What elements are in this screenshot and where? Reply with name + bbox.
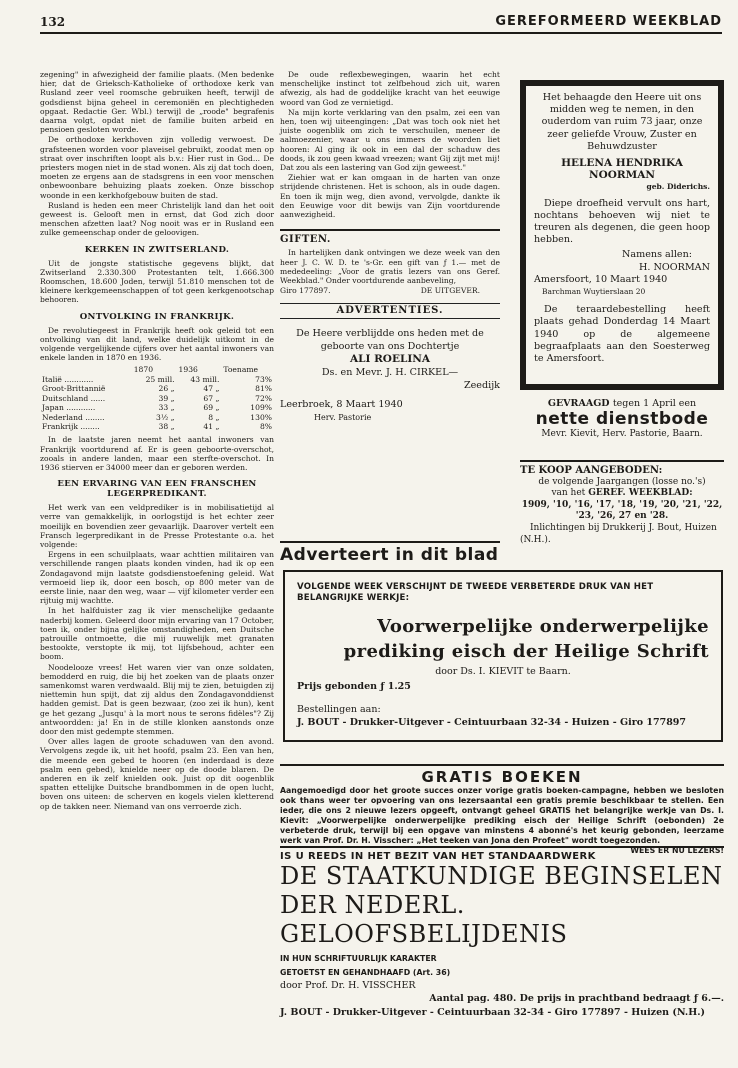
wanted-ad bbox=[520, 398, 724, 439]
table-header: 1936 bbox=[178, 365, 198, 375]
paragraph: Over alles lagen de groote schaduwen van den avond. Vervolgens zegde ik, uit het hoofd, psalm 23. Een van hen, die meende een gebed te hooren (en inderdaad is deze psalm een gebed), knielde neer op de doode blaren. De anderen en ik zelf knielden ook. Juist op dit oogenblik spatten ettelijke Duitsche brandbommen in de open lucht, boven ons uiteen: de scherven en kogels vielen kletterend op de takken neer. Niemand van ons verroerde zich. bbox=[40, 737, 274, 811]
book-publisher: J. BOUT - Drukker-Uitgever - Ceintuurbaan 32-34 - Huizen - Giro 177897 bbox=[297, 717, 687, 728]
paragraph: De oude reflexbewegingen, waarin het echt menschelijke instinct tot zelfbehoud zich uit, waren afwezig, als had de goddelijke kracht van het eeuwige woord van God ze vernietigd. bbox=[280, 70, 500, 107]
wanted-address: Mevr. Kievit, Herv. Pastorie, Baarn. bbox=[541, 429, 703, 439]
table-header-row bbox=[40, 365, 274, 374]
birth-announcement bbox=[280, 327, 500, 424]
page-number: 132 bbox=[40, 15, 66, 29]
for-sale-info: Inlichtingen bij Drukkerij J. Bout, Huizen (N.H.). bbox=[520, 522, 717, 545]
paragraph: Ergens in een schuilplaats, waar achttien militairen van verschillende rangen plaats konden vinden, had ik op een Zondagavond mijn laatste godsdienstoefening geleid. Wat vermoeid liep ik, door een bosch, op 800 meter van de eerste linie, naar den weg, waar — vijf kilometer verder een rijtuig mij wachtte. bbox=[40, 550, 274, 606]
standard-work-pre: IS U REEDS IN HET BEZIT VAN HET STANDAARDWERK bbox=[280, 851, 596, 862]
standard-work-price: Aantal pag. 480. De prijs in prachtband bedraagt ƒ 6.—. bbox=[429, 992, 724, 1004]
book-author: door Ds. I. KIEVIT te Baarn. bbox=[435, 666, 571, 677]
table-cell: 26 „ bbox=[158, 384, 175, 394]
free-books-body bbox=[280, 786, 724, 855]
gifts-sign: DE UITGEVER. bbox=[420, 286, 480, 296]
death-text: Diepe droefheid vervult ons hart, nochtans behoeven wij niet te treuren als degenen, die geen hoop hebben. bbox=[534, 197, 710, 246]
free-books-tail: WEES ER NU LEZERS! bbox=[630, 846, 724, 855]
table-cell: 73% bbox=[255, 374, 272, 384]
for-sale-ad bbox=[520, 460, 724, 546]
standard-work-author: door Prof. Dr. H. VISSCHER bbox=[280, 979, 416, 991]
table-row bbox=[40, 403, 274, 412]
table-cell: Japan ............ bbox=[42, 403, 96, 413]
death-notice bbox=[520, 80, 724, 390]
birth-parents: Ds. en Mevr. J. H. CIRKEL— bbox=[321, 366, 459, 378]
standard-work-ad bbox=[280, 846, 724, 1018]
paragraph: In de laatste jaren neemt het aantal inwoners van Frankrijk voortdurend af. Er is geen geboorte-overschot, zooals in andere landen, maar een sterfte-overschot. In 1936 stierven er 34000 meer dan er geboren werden. bbox=[40, 435, 274, 472]
paragraph: zegening" in afwezigheid der familie plaats. (Men bedenke hier, dat de Grieksch-Katholieke of orthodoxe kerk van Rusland zeer veel roomsche gebruiken heeft, terwijl de godsdienst bijna geheel in ceremoniën en plechtigheden opgaat. Redactie Ger. Wbl.) terwijl de „roode" begrafenis daarna volgt, opdat niet de familie buiten arbeid en pensioen gesloten worde. bbox=[40, 70, 274, 135]
table-header: Toename bbox=[223, 365, 259, 375]
paragraph: Noodelooze vrees! Het waren vier van onze soldaten, bemodderd en ruig, die bij het zoeken van de plaats onzer samenkomst waren verdwaald. Blij mij te zien, betuigden zij niettemin hun spijt, dat zij aldus den Zondagavonddienst hadden gemist. Dat is geen bezwaar, (zoo zei ik hun), kent ge het gezang „Jusqu' à la mort nous te serons fidèles"? Zij antwoordden: ja! En in de stille klonken aanstonds onze door den mist gedempte stemmen. bbox=[40, 662, 274, 737]
wanted-label: GEVRAAGD bbox=[547, 398, 610, 409]
book-announce: VOLGENDE WEEK VERSCHIJNT DE TWEEDE VERBETERDE DRUK VAN HET BELANGRIJKE WERKJE: bbox=[297, 582, 654, 603]
paragraph: In hartelijken dank ontvingen we deze week van den heer J. C. W. D. te 's-Gr. een gift van ƒ 1.— met de mededeeling: „Voor de gratis lezers van ons Geref. Weekblad." Onder voortdurende aanbeveling, bbox=[280, 248, 500, 286]
advertise-banner: Adverteert in dit blad bbox=[280, 541, 500, 565]
table-cell: 43 mill. bbox=[190, 374, 220, 384]
for-sale-line: de volgende Jaargangen (losse no.'s) bbox=[538, 476, 706, 487]
death-place: Amersfoort, 10 Maart 1940 bbox=[534, 273, 668, 285]
death-name: HELENA HENDRIKA bbox=[561, 157, 683, 170]
table-cell: 41 „ bbox=[203, 421, 220, 431]
table-cell: 67 „ bbox=[203, 393, 220, 403]
for-sale-line bbox=[520, 488, 724, 500]
paragraph: De orthodoxe kerkhoven zijn volledig verwoest. De grafsteenen worden voor plaveisel gebruikt, zoodat men op straat over inschriften loopt als b.v.: Hier rust in God... De priesters mogen niet in de stad wonen. Als zij dat toch doen, moeten ze ergens aan de stadsgrens in een voor menschen onbewoonbare behuizing plaats zoeken. Onze bisschop woonde in een kerkhofgebouw buiten de stad. bbox=[40, 135, 274, 200]
table-cell: 8 „ bbox=[208, 412, 220, 422]
birth-parents-cont: Zeedijk bbox=[463, 379, 500, 391]
birth-place: Leerbroek, 8 Maart 1940 bbox=[280, 398, 403, 410]
table-cell: 25 mill. bbox=[145, 374, 175, 384]
column-middle bbox=[280, 70, 500, 424]
free-books-title: GRATIS BOEKEN bbox=[421, 768, 583, 786]
standard-work-title-2: DER NEDERL. GELOOFSBELIJDENIS bbox=[280, 891, 568, 948]
gifts-place: Giro 177897. bbox=[280, 286, 331, 296]
table-row bbox=[40, 422, 274, 431]
paragraph: Na mijn korte verklaring van den psalm, zei een van hen, toen wij uiteengingen: „Dat was toch ook niet het juiste oogenblik om zich te verschuilen, meneer de aalmoezenier, waar u ons immers de woorden liet hooren: Al ging ik ook in een dal der schaduw des doods, ik zou geen kwaad vreezen; want Gij zijt met mij! Dat zou als een lastering van God zijn geweest." bbox=[280, 107, 500, 173]
paragraph: Uit de jongste statistische gegevens blijkt, dat Zwitserland 2.330.300 Protestanten telt, 1.666.300 Roomschen, 18.600 Joden, terwijl 51.810 menschen tot de kleinere kerkgemeenschappen of tot geen kerkgenootschap behooren. bbox=[40, 258, 274, 305]
sermon-heading: EEN ERVARING VAN EEN FRANSCHEN LEGERPREDIKANT. bbox=[57, 479, 257, 500]
death-funeral: De teraardebestelling heeft plaats gehad Donderdag 14 Maart 1940 op de algemeene begraafplaats aan den Soesterweg te Amersfoort. bbox=[534, 304, 710, 365]
table-header: 1870 bbox=[133, 365, 154, 375]
table-row bbox=[40, 384, 274, 393]
for-sale-prefix: van het bbox=[551, 488, 586, 499]
table-cell: 81% bbox=[255, 384, 272, 394]
book-title-1: Voorwerpelijke onderwerpelijke bbox=[377, 616, 709, 637]
table-cell: 39 „ bbox=[158, 393, 175, 403]
table-cell: Groot-Brittannië bbox=[42, 384, 106, 394]
paragraph: Het werk van een veldprediker is in mobilisatietijd al verre van gemakkelijk, in oorlogstijd is het echter zeer moeilijk en bovendien zeer gevaarlijk. Daarover vertelt een Fransch legerpredikant in de Presse Protestante o.a. het volgende: bbox=[40, 503, 274, 549]
death-intro: Het behaagde den Heere uit ons midden weg te nemen, in den ouderdom van ruim 73 jaar, onze zeer geliefde Vrouw, Zuster en Behuwdzuster bbox=[541, 92, 703, 152]
page-header bbox=[40, 10, 722, 34]
standard-work-title-1: DE STAATKUNDIGE BEGINSELEN bbox=[280, 862, 723, 890]
table-cell: 38 „ bbox=[158, 421, 175, 431]
death-address: Barchman Wuytierslaan 20 bbox=[542, 287, 646, 297]
paragraph: Rusland is heden een meer Christelijk land dan het ooit geweest is. Gelooft men in ernst, dat God zich door menschen afzetten laat? Nog nooit was er in Rusland een zulke gemeenschap onder de geloovigen. bbox=[40, 200, 274, 238]
table-cell: 130% bbox=[250, 412, 272, 422]
free-books-text: Aangemoedigd door het groote succes onzer vorige gratis boeken-campagne, hebben we besloten ook thans weer ter opvoering van ons lezersaantal een gratis premie beschikbaar te stellen. Een ieder, die ons 2 nieuwe lezers opgeeft, ontvangt geheel GRATIS het belangrijke werkje van Ds. I. Kievit: „Voorwerpelijke onderwerpelijke prediking eisch der Heilige Schrift (oebonden) 2e verbeterde druk, terwijl bij een opgave van minstens 4 abonné's het keurig gebonden, leerzame werk van Prof. Dr. H. Visscher: „Het teeken van Jona den Profeet" wordt toegezonden. bbox=[280, 786, 724, 845]
free-books-ad bbox=[280, 764, 724, 856]
table-cell: 8% bbox=[259, 421, 272, 431]
book-ad bbox=[283, 570, 723, 742]
table-cell: 3½ „ bbox=[156, 412, 175, 422]
ads-heading: ADVERTENTIES. bbox=[280, 303, 500, 318]
for-sale-years: 1909, '10, '16, '17, '18, '19, '20, '21, '22, '23, '26, 27 en '28. bbox=[521, 499, 723, 522]
journal-title: GEREFORMEERD WEEKBLAD bbox=[495, 14, 722, 29]
standard-work-sub-1: IN HUN SCHRIFTUURLIJK KARAKTER bbox=[280, 954, 437, 963]
birth-line: De Heere verblijdde ons heden met de geboorte van ons Dochtertje bbox=[296, 327, 484, 352]
death-on-behalf: Namens allen: bbox=[622, 249, 692, 261]
standard-work-publisher: J. BOUT - Drukker-Uitgever - Ceintuurbaan 32-34 - Giro 177897 - Huizen (N.H.) bbox=[280, 1006, 705, 1018]
swiss-heading: KERKEN IN ZWITSERLAND. bbox=[84, 244, 230, 255]
gifts-footer bbox=[280, 286, 500, 295]
table-cell: 47 „ bbox=[203, 384, 220, 394]
table-row bbox=[40, 413, 274, 422]
table-cell: Duitschland ...... bbox=[42, 393, 106, 403]
table-cell: Italië ............ bbox=[42, 374, 94, 384]
book-title-2: prediking eisch der Heilige Schrift bbox=[343, 641, 709, 662]
wanted-heading bbox=[520, 398, 724, 409]
table-header bbox=[40, 365, 132, 374]
table-cell: 69 „ bbox=[203, 403, 220, 413]
table-row bbox=[40, 375, 274, 384]
wanted-date: tegen 1 April een bbox=[612, 398, 697, 409]
table-cell: 72% bbox=[255, 393, 272, 403]
standard-work-sub-2: GETOETST EN GEHANDHAAFD (Art. 36) bbox=[280, 968, 451, 978]
for-sale-title: TE KOOP AANGEBODEN: bbox=[520, 465, 663, 476]
table-cell: Nederland ........ bbox=[42, 412, 105, 422]
paragraph: De revolutiegeest in Frankrijk heeft ook geleid tot een ontvolking van dit land, welke duidelijk uitkomt in de volgende vergelijkende cijfers over het aantal inwoners van enkele landen in 1870 en 1936. bbox=[40, 325, 274, 363]
france-heading: ONTVOLKING IN FRANKRIJK. bbox=[79, 311, 235, 322]
book-price: Prijs gebonden ƒ 1.25 bbox=[297, 681, 411, 692]
table-cell: Frankrijk ........ bbox=[42, 421, 100, 431]
population-table bbox=[40, 365, 274, 431]
birth-name: ALI ROELINA bbox=[349, 352, 430, 365]
birth-address: Herv. Pastorie bbox=[314, 412, 372, 422]
book-orders: Bestellingen aan: bbox=[297, 704, 381, 715]
paragraph: Ziehier wat er kan omgaan in de harten van onze strijdende christenen. Het is schoon, als in oude dagen. En toen ik mijn weg, dien avond, vervolgde, dankte ik den Eeuwige voor dit bewijs van Zijn voortdurende aanwezigheid. bbox=[280, 173, 500, 220]
table-cell: 33 „ bbox=[158, 403, 175, 413]
death-signer: H. NOORMAN bbox=[639, 261, 710, 273]
paragraph: In het halfduister zag ik vier menschelijke gedaante naderbij komen. Geleerd door mijn ervaring van 17 October, toen ik, onder bijna gelijke omstandigheden, een Duitsche patrouille ontmoette, die mij ruuwelijk met granaten bestookte, verstopte ik mij, tot lijfsbehoud, achter een boom. bbox=[40, 606, 274, 662]
table-row bbox=[40, 394, 274, 403]
column-left bbox=[40, 70, 274, 812]
table-cell: 109% bbox=[250, 403, 272, 413]
death-surname: NOORMAN bbox=[589, 169, 655, 182]
gifts-heading: GIFTEN. bbox=[280, 229, 500, 244]
death-born: geb. Diderichs. bbox=[646, 182, 710, 192]
for-sale-journal: GEREF. WEEKBLAD: bbox=[588, 488, 693, 499]
wanted-title: nette dienstbode bbox=[535, 409, 709, 429]
